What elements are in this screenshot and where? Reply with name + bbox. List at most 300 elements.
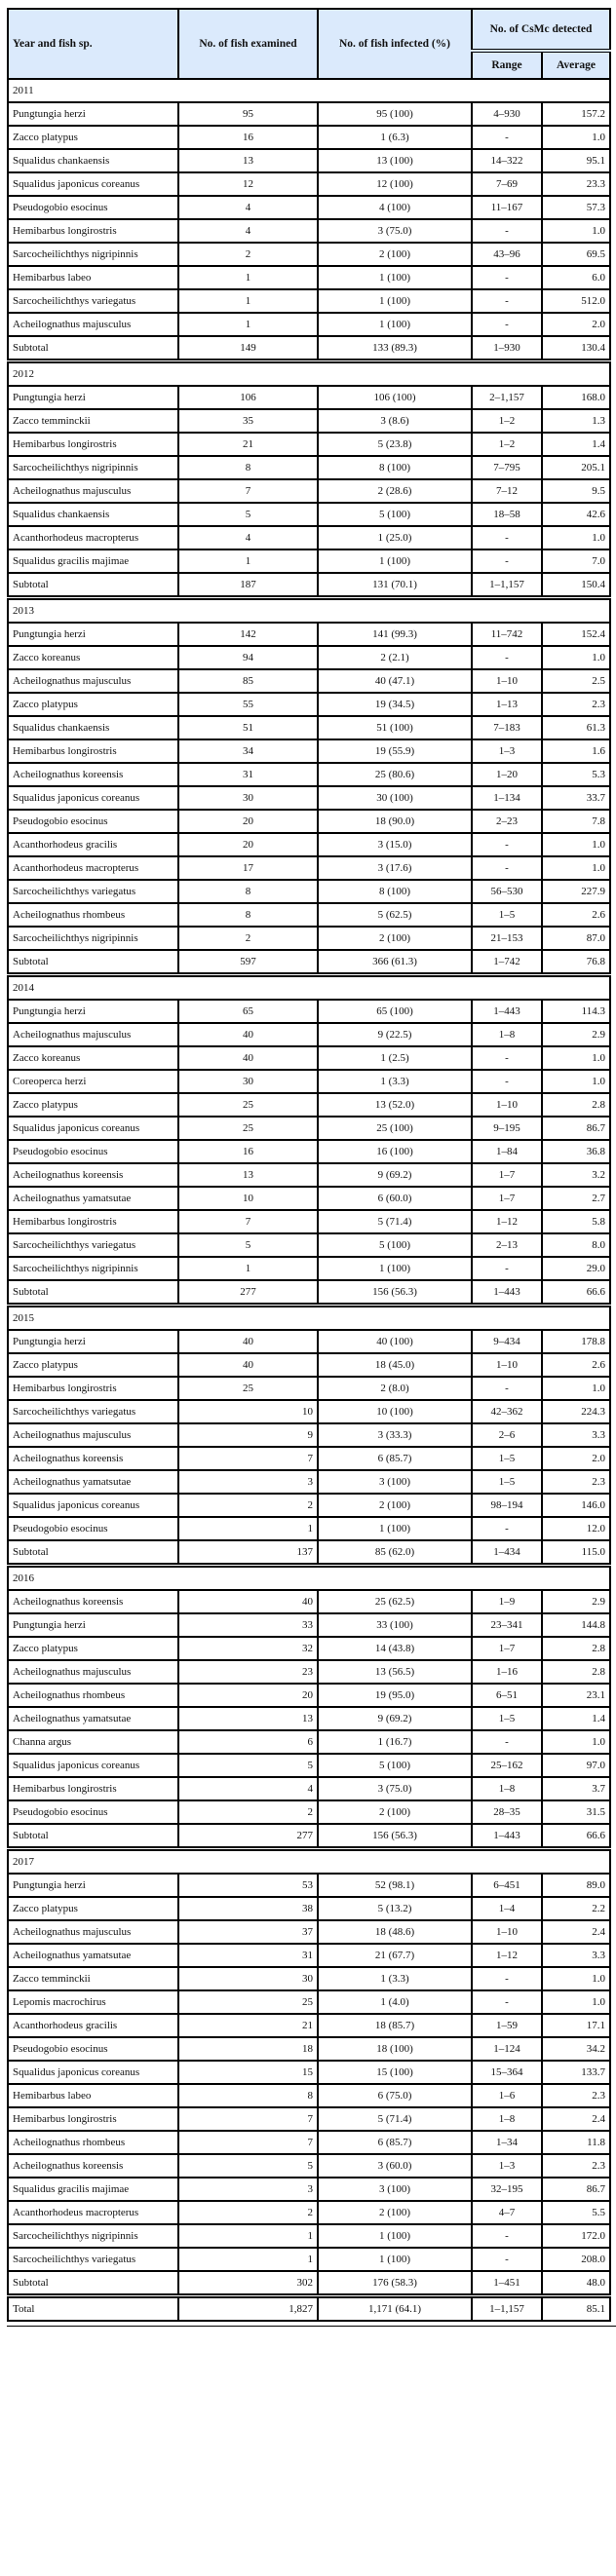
average-cell: 1.0 — [542, 1990, 610, 2014]
year-group-row — [8, 1306, 610, 1331]
average-cell: 2.8 — [542, 1093, 610, 1117]
range-cell: 1–443 — [472, 1280, 542, 1306]
range-cell: - — [472, 1377, 542, 1400]
examined-cell: 4 — [178, 526, 318, 549]
average-cell: 2.0 — [542, 1447, 610, 1470]
table-row — [8, 693, 610, 716]
species-cell: Acheilognathus yamatsutae — [8, 1187, 178, 1210]
range-cell: 1–13 — [472, 693, 542, 716]
average-cell: 57.3 — [542, 196, 610, 219]
examined-cell: 20 — [178, 1684, 318, 1707]
average-cell: 2.3 — [542, 1470, 610, 1494]
species-cell: Acheilognathus majusculus — [8, 479, 178, 503]
infected-cell: 5 (71.4) — [318, 1210, 472, 1233]
range-cell: 1–10 — [472, 1920, 542, 1944]
table-row — [8, 149, 610, 172]
species-cell: Zacco platypus — [8, 1637, 178, 1660]
species-cell: Sarcocheilichthys variegatus — [8, 880, 178, 903]
average-cell: 178.8 — [542, 1330, 610, 1353]
species-cell: Pungtungia herzi — [8, 1000, 178, 1023]
examined-cell: 1 — [178, 2248, 318, 2271]
range-cell: 56–530 — [472, 880, 542, 903]
year-group-row — [8, 79, 610, 102]
average-cell: 512.0 — [542, 289, 610, 313]
infected-cell: 25 (80.6) — [318, 763, 472, 786]
average-cell: 2.3 — [542, 2084, 610, 2107]
average-cell: 5.5 — [542, 2201, 610, 2224]
average-cell: 2.8 — [542, 1660, 610, 1684]
subtotal-row-label: Subtotal — [8, 573, 178, 598]
average-cell: 205.1 — [542, 456, 610, 479]
species-cell: Zacco platypus — [8, 1353, 178, 1377]
average-cell: 31.5 — [542, 1800, 610, 1824]
infected-cell: 18 (90.0) — [318, 810, 472, 833]
species-cell: Pungtungia herzi — [8, 386, 178, 409]
infected-cell: 18 (100) — [318, 2037, 472, 2061]
infected-cell: 2 (100) — [318, 927, 472, 950]
range-cell: 1–7 — [472, 1187, 542, 1210]
examined-cell: 38 — [178, 1897, 318, 1920]
species-cell: Pungtungia herzi — [8, 1613, 178, 1637]
infected-cell: 1 (2.5) — [318, 1046, 472, 1070]
range-cell: - — [472, 833, 542, 856]
examined-cell: 187 — [178, 573, 318, 598]
infected-cell: 12 (100) — [318, 172, 472, 196]
examined-cell: 31 — [178, 763, 318, 786]
species-cell: Acheilognathus rhombeus — [8, 1684, 178, 1707]
average-cell: 6.0 — [542, 266, 610, 289]
species-cell: Squalidus japonicus coreanus — [8, 1117, 178, 1140]
average-cell: 114.3 — [542, 1000, 610, 1023]
infected-cell: 141 (99.3) — [318, 623, 472, 646]
range-cell: 1–20 — [472, 763, 542, 786]
examined-cell: 5 — [178, 1754, 318, 1777]
infected-cell: 40 (47.1) — [318, 669, 472, 693]
average-cell: 2.4 — [542, 2107, 610, 2131]
species-cell: Acanthorhodeus macropterus — [8, 526, 178, 549]
species-cell: Pungtungia herzi — [8, 102, 178, 126]
subtotal-row — [8, 1280, 610, 1306]
table-row — [8, 102, 610, 126]
infected-cell: 3 (100) — [318, 2178, 472, 2201]
examined-cell: 10 — [178, 1400, 318, 1423]
species-cell: Acanthorhodeus gracilis — [8, 833, 178, 856]
range-cell: 1–4 — [472, 1897, 542, 1920]
species-cell: Coreoperca herzi — [8, 1070, 178, 1093]
species-cell: Acheilognathus majusculus — [8, 1920, 178, 1944]
range-cell: - — [472, 1990, 542, 2014]
species-cell: Pseudogobio esocinus — [8, 810, 178, 833]
table-row — [8, 2061, 610, 2084]
header-infected: No. of fish infected (%) — [318, 9, 472, 79]
subtotal-row-label: Subtotal — [8, 336, 178, 361]
infected-cell: 5 (62.5) — [318, 903, 472, 927]
examined-cell: 30 — [178, 1070, 318, 1093]
table-row — [8, 2037, 610, 2061]
examined-cell: 85 — [178, 669, 318, 693]
infected-cell: 9 (22.5) — [318, 1023, 472, 1046]
examined-cell: 34 — [178, 739, 318, 763]
species-cell: Sarcocheilichthys variegatus — [8, 1400, 178, 1423]
infected-cell: 3 (60.0) — [318, 2154, 472, 2178]
species-cell: Squalidus chankaensis — [8, 716, 178, 739]
subtotal-row — [8, 2271, 610, 2296]
range-cell: - — [472, 266, 542, 289]
species-cell: Pseudogobio esocinus — [8, 1140, 178, 1163]
species-cell: Hemibarbus longirostris — [8, 739, 178, 763]
infected-cell: 3 (75.0) — [318, 219, 472, 243]
infected-cell: 131 (70.1) — [318, 573, 472, 598]
year-group-row — [8, 1566, 610, 1591]
average-cell: 1.0 — [542, 1730, 610, 1754]
average-cell: 150.4 — [542, 573, 610, 598]
infected-cell: 2 (8.0) — [318, 1377, 472, 1400]
average-cell: 115.0 — [542, 1540, 610, 1566]
examined-cell: 16 — [178, 126, 318, 149]
range-cell: - — [472, 219, 542, 243]
subtotal-row-label: Subtotal — [8, 2271, 178, 2296]
examined-cell: 95 — [178, 102, 318, 126]
infected-cell: 25 (62.5) — [318, 1590, 472, 1613]
examined-cell: 137 — [178, 1540, 318, 1566]
average-cell: 1.6 — [542, 739, 610, 763]
table-row — [8, 1944, 610, 1967]
infected-cell: 5 (23.8) — [318, 433, 472, 456]
table-row — [8, 1637, 610, 1660]
examined-cell: 65 — [178, 1000, 318, 1023]
species-cell: Acanthorhodeus macropterus — [8, 856, 178, 880]
examined-cell: 35 — [178, 409, 318, 433]
infected-cell: 1 (100) — [318, 2224, 472, 2248]
species-cell: Acheilognathus koreensis — [8, 1163, 178, 1187]
range-cell: 98–194 — [472, 1494, 542, 1517]
average-cell: 1.0 — [542, 1070, 610, 1093]
examined-cell: 1 — [178, 1257, 318, 1280]
range-cell: 6–51 — [472, 1684, 542, 1707]
infected-cell: 1 (16.7) — [318, 1730, 472, 1754]
species-cell: Pseudogobio esocinus — [8, 1517, 178, 1540]
table-row — [8, 196, 610, 219]
examined-cell: 40 — [178, 1046, 318, 1070]
examined-cell: 30 — [178, 1967, 318, 1990]
infected-cell: 5 (13.2) — [318, 1897, 472, 1920]
infected-cell: 13 (52.0) — [318, 1093, 472, 1117]
species-cell: Acanthorhodeus gracilis — [8, 2014, 178, 2037]
species-cell: Sarcocheilichthys variegatus — [8, 289, 178, 313]
table-row — [8, 1330, 610, 1353]
examined-cell: 3 — [178, 2178, 318, 2201]
average-cell: 2.3 — [542, 2154, 610, 2178]
species-cell: Sarcocheilichthys nigripinnis — [8, 1257, 178, 1280]
examined-cell: 13 — [178, 1707, 318, 1730]
species-cell: Zacco koreanus — [8, 1046, 178, 1070]
examined-cell: 18 — [178, 2037, 318, 2061]
species-cell: Zacco temminckii — [8, 1967, 178, 1990]
infected-cell: 13 (56.5) — [318, 1660, 472, 1684]
range-cell: - — [472, 2248, 542, 2271]
examined-cell: 55 — [178, 693, 318, 716]
range-cell: 1–443 — [472, 1000, 542, 1023]
year-label: 2016 — [8, 1566, 610, 1591]
species-cell: Acheilognathus majusculus — [8, 313, 178, 336]
infected-cell: 156 (56.3) — [318, 1824, 472, 1849]
examined-cell: 53 — [178, 1874, 318, 1897]
average-cell: 2.6 — [542, 1353, 610, 1377]
range-cell: 1–10 — [472, 1093, 542, 1117]
range-cell: 7–69 — [472, 172, 542, 196]
range-cell: 7–183 — [472, 716, 542, 739]
header-csmc-detected: No. of CsMc detected — [472, 9, 610, 51]
infected-cell: 1 (100) — [318, 1517, 472, 1540]
average-cell: 7.8 — [542, 810, 610, 833]
examined-cell: 21 — [178, 2014, 318, 2037]
table-row — [8, 503, 610, 526]
average-cell: 1.0 — [542, 126, 610, 149]
range-cell: 7–12 — [472, 479, 542, 503]
year-label: 2015 — [8, 1306, 610, 1331]
average-cell: 87.0 — [542, 927, 610, 950]
species-cell: Squalidus japonicus coreanus — [8, 1754, 178, 1777]
examined-cell: 20 — [178, 810, 318, 833]
examined-cell: 15 — [178, 2061, 318, 2084]
range-cell: - — [472, 1730, 542, 1754]
table-row — [8, 1754, 610, 1777]
species-cell: Pungtungia herzi — [8, 623, 178, 646]
table-row — [8, 1046, 610, 1070]
table-row — [8, 1400, 610, 1423]
subtotal-row — [8, 573, 610, 598]
infected-cell: 3 (75.0) — [318, 1777, 472, 1800]
table-row — [8, 669, 610, 693]
infected-cell: 1 (4.0) — [318, 1990, 472, 2014]
examined-cell: 25 — [178, 1093, 318, 1117]
range-cell: 1–434 — [472, 1540, 542, 1566]
infected-cell: 1 (100) — [318, 266, 472, 289]
range-cell: - — [472, 1046, 542, 1070]
average-cell: 2.9 — [542, 1590, 610, 1613]
table-row — [8, 1494, 610, 1517]
range-cell: 1–9 — [472, 1590, 542, 1613]
table-row — [8, 810, 610, 833]
species-cell: Zacco platypus — [8, 1093, 178, 1117]
table-header — [8, 9, 610, 79]
total-row — [8, 2296, 610, 2322]
range-cell: - — [472, 126, 542, 149]
examined-cell: 32 — [178, 1637, 318, 1660]
range-cell: - — [472, 646, 542, 669]
range-cell: 1–3 — [472, 739, 542, 763]
table-row — [8, 1660, 610, 1684]
range-cell: 1–12 — [472, 1944, 542, 1967]
infected-cell: 3 (33.3) — [318, 1423, 472, 1447]
species-cell: Channa argus — [8, 1730, 178, 1754]
year-label: 2017 — [8, 1849, 610, 1875]
table-row — [8, 856, 610, 880]
species-cell: Sarcocheilichthys variegatus — [8, 2248, 178, 2271]
infected-cell: 51 (100) — [318, 716, 472, 739]
table-row — [8, 2107, 610, 2131]
year-label: 2012 — [8, 361, 610, 387]
species-cell: Pseudogobio esocinus — [8, 196, 178, 219]
infected-cell: 13 (100) — [318, 149, 472, 172]
table-row — [8, 2131, 610, 2154]
species-cell: Acheilognathus koreensis — [8, 1447, 178, 1470]
infected-cell: 1,171 (64.1) — [318, 2296, 472, 2322]
infected-cell: 6 (75.0) — [318, 2084, 472, 2107]
average-cell: 3.2 — [542, 1163, 610, 1187]
range-cell: 1–1,157 — [472, 573, 542, 598]
range-cell: - — [472, 549, 542, 573]
infected-cell: 106 (100) — [318, 386, 472, 409]
table-row — [8, 1447, 610, 1470]
species-cell: Acheilognathus rhombeus — [8, 2131, 178, 2154]
species-cell: Hemibarbus longirostris — [8, 219, 178, 243]
species-cell: Acheilognathus rhombeus — [8, 903, 178, 927]
range-cell: 25–162 — [472, 1754, 542, 1777]
average-cell: 7.0 — [542, 549, 610, 573]
table-row — [8, 266, 610, 289]
range-cell: - — [472, 1257, 542, 1280]
range-cell: 1–5 — [472, 903, 542, 927]
examined-cell: 277 — [178, 1824, 318, 1849]
table-row — [8, 1730, 610, 1754]
range-cell: 1–16 — [472, 1660, 542, 1684]
examined-cell: 40 — [178, 1353, 318, 1377]
average-cell: 9.5 — [542, 479, 610, 503]
range-cell: 1–930 — [472, 336, 542, 361]
range-cell: 1–8 — [472, 1777, 542, 1800]
species-cell: Sarcocheilichthys nigripinnis — [8, 243, 178, 266]
examined-cell: 7 — [178, 2131, 318, 2154]
table-row — [8, 2178, 610, 2201]
range-cell: 4–7 — [472, 2201, 542, 2224]
infected-cell: 1 (25.0) — [318, 526, 472, 549]
examined-cell: 7 — [178, 1210, 318, 1233]
range-cell: 32–195 — [472, 2178, 542, 2201]
table-row — [8, 716, 610, 739]
examined-cell: 1 — [178, 313, 318, 336]
table-row — [8, 1800, 610, 1824]
range-cell: 1–1,157 — [472, 2296, 542, 2322]
range-cell: 1–12 — [472, 1210, 542, 1233]
range-cell: 6–451 — [472, 1874, 542, 1897]
range-cell: - — [472, 313, 542, 336]
average-cell: 2.9 — [542, 1023, 610, 1046]
table-row — [8, 2154, 610, 2178]
average-cell: 144.8 — [542, 1613, 610, 1637]
table-row — [8, 1070, 610, 1093]
table-row — [8, 763, 610, 786]
table-row — [8, 172, 610, 196]
examined-cell: 7 — [178, 2107, 318, 2131]
examined-cell: 31 — [178, 1944, 318, 1967]
examined-cell: 1,827 — [178, 2296, 318, 2322]
infected-cell: 133 (89.3) — [318, 336, 472, 361]
table-row — [8, 2224, 610, 2248]
average-cell: 23.1 — [542, 1684, 610, 1707]
examined-cell: 3 — [178, 1470, 318, 1494]
range-cell: - — [472, 1967, 542, 1990]
infected-cell: 30 (100) — [318, 786, 472, 810]
table-row — [8, 1023, 610, 1046]
range-cell: 21–153 — [472, 927, 542, 950]
year-group-row — [8, 598, 610, 624]
examined-cell: 2 — [178, 1494, 318, 1517]
infected-cell: 18 (48.6) — [318, 1920, 472, 1944]
average-cell: 11.8 — [542, 2131, 610, 2154]
table-row — [8, 526, 610, 549]
infected-cell: 3 (100) — [318, 1470, 472, 1494]
range-cell: 23–341 — [472, 1613, 542, 1637]
year-label: 2014 — [8, 975, 610, 1001]
average-cell: 48.0 — [542, 2271, 610, 2296]
infected-cell: 1 (100) — [318, 1257, 472, 1280]
examined-cell: 2 — [178, 243, 318, 266]
average-cell: 66.6 — [542, 1280, 610, 1306]
table-row — [8, 409, 610, 433]
species-cell: Squalidus chankaensis — [8, 503, 178, 526]
infected-cell: 40 (100) — [318, 1330, 472, 1353]
average-cell: 1.0 — [542, 856, 610, 880]
range-cell: 1–5 — [472, 1470, 542, 1494]
species-cell: Hemibarbus longirostris — [8, 433, 178, 456]
subtotal-row — [8, 336, 610, 361]
species-cell: Pungtungia herzi — [8, 1874, 178, 1897]
species-cell: Zacco temminckii — [8, 409, 178, 433]
range-cell: - — [472, 856, 542, 880]
infected-cell: 2 (100) — [318, 2201, 472, 2224]
range-cell: 28–35 — [472, 1800, 542, 1824]
examined-cell: 5 — [178, 1233, 318, 1257]
species-cell: Acheilognathus yamatsutae — [8, 1707, 178, 1730]
year-group-row — [8, 361, 610, 387]
infected-cell: 65 (100) — [318, 1000, 472, 1023]
average-cell: 5.8 — [542, 1210, 610, 1233]
species-cell: Zacco platypus — [8, 693, 178, 716]
subtotal-row — [8, 1824, 610, 1849]
examined-cell: 1 — [178, 1517, 318, 1540]
average-cell: 1.0 — [542, 1377, 610, 1400]
range-cell: 1–10 — [472, 1353, 542, 1377]
examined-cell: 2 — [178, 927, 318, 950]
table-row — [8, 1684, 610, 1707]
infected-cell: 10 (100) — [318, 1400, 472, 1423]
examined-cell: 25 — [178, 1990, 318, 2014]
species-cell: Pseudogobio esocinus — [8, 2037, 178, 2061]
species-cell: Sarcocheilichthys nigripinnis — [8, 2224, 178, 2248]
range-cell: - — [472, 1070, 542, 1093]
table-row — [8, 433, 610, 456]
examined-cell: 4 — [178, 1777, 318, 1800]
table-row — [8, 1707, 610, 1730]
subtotal-row-label: Subtotal — [8, 950, 178, 975]
examined-cell: 302 — [178, 2271, 318, 2296]
table-row — [8, 1163, 610, 1187]
examined-cell: 12 — [178, 172, 318, 196]
examined-cell: 1 — [178, 266, 318, 289]
average-cell: 23.3 — [542, 172, 610, 196]
average-cell: 34.2 — [542, 2037, 610, 2061]
species-cell: Acheilognathus koreensis — [8, 2154, 178, 2178]
table-row — [8, 623, 610, 646]
average-cell: 86.7 — [542, 2178, 610, 2201]
infected-cell: 4 (100) — [318, 196, 472, 219]
table-row — [8, 549, 610, 573]
infected-cell: 156 (56.3) — [318, 1280, 472, 1306]
average-cell: 1.3 — [542, 409, 610, 433]
infected-cell: 2 (2.1) — [318, 646, 472, 669]
species-cell: Acheilognathus majusculus — [8, 669, 178, 693]
